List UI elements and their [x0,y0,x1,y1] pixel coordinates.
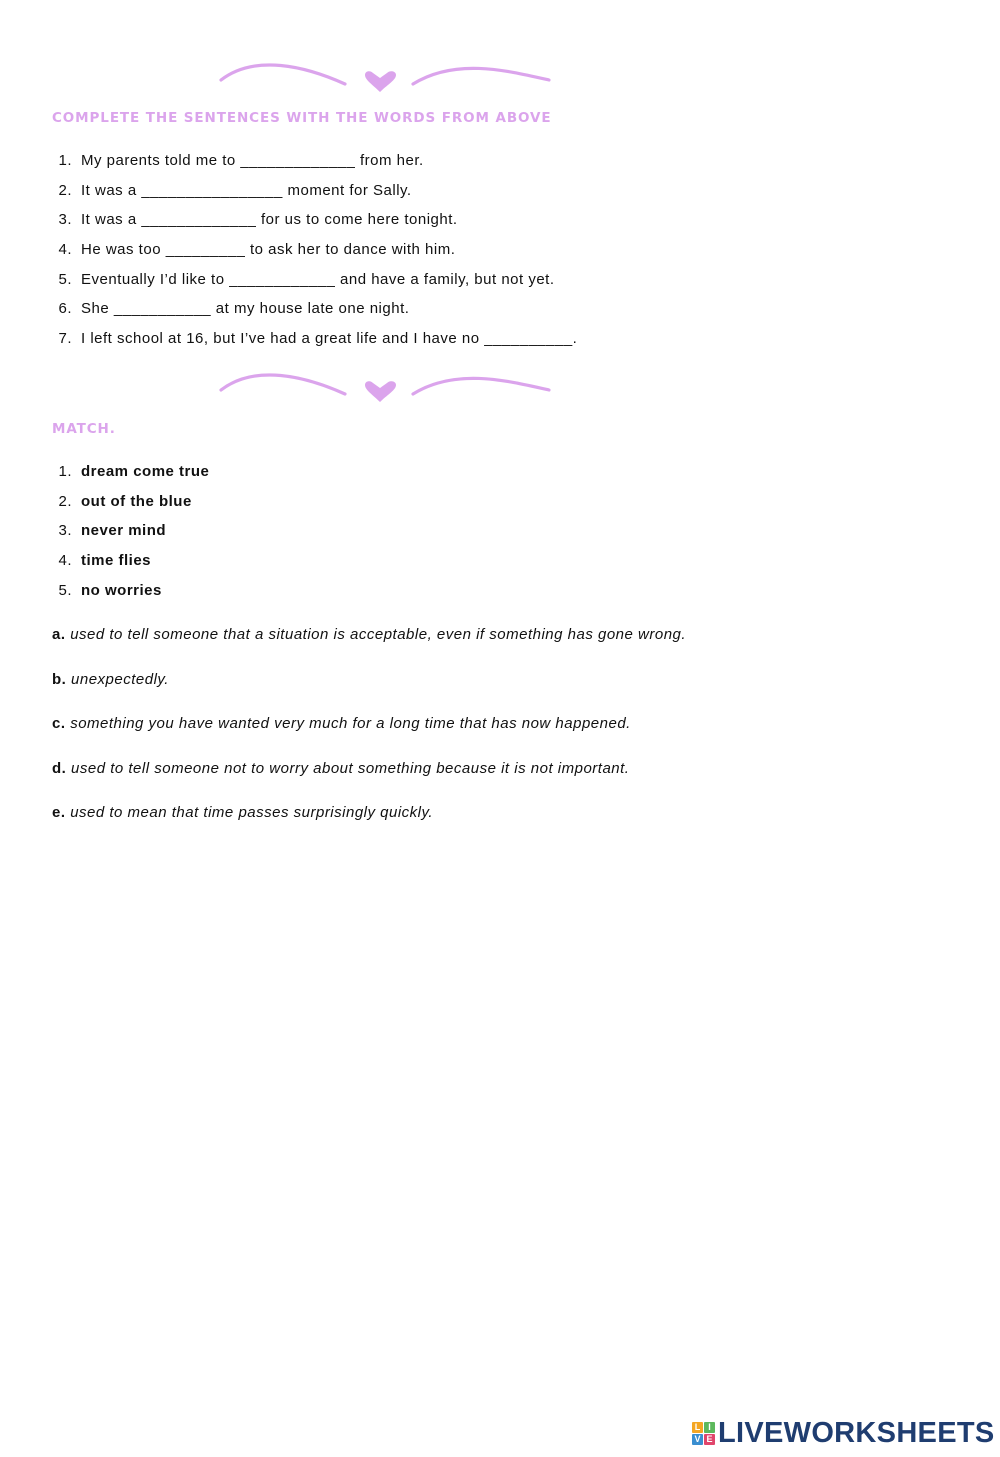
definition-text: unexpectedly. [71,670,169,688]
definition-item [52,714,686,759]
list-item [52,240,577,270]
definition-letter: d. [52,759,67,777]
logo-tile: L [692,1422,703,1433]
logo-tile: I [704,1422,715,1433]
definition-text: used to tell someone not to worry about something because it is not important. [71,759,630,777]
item-number: 6. [58,300,72,318]
list-item [52,521,209,551]
sentence-text: Eventually I’d like to ____________ and have a family, but not yet. [81,270,555,288]
decorative-divider-top [215,58,555,98]
item-number: 5. [58,581,72,599]
definition-text: used to mean that time passes surprisingly quickly. [70,804,434,821]
item-number: 7. [58,330,72,348]
sentence-list [52,151,577,359]
item-number: 5. [58,270,72,288]
definition-letter: e. [52,804,66,821]
list-item [52,299,577,329]
phrase-list [52,462,209,610]
list-item [52,329,577,359]
sentence-text: It was a _____________ for us to come here tonight. [81,211,458,229]
sentence-text: He was too _________ to ask her to dance with him. [81,241,456,259]
phrase-text: never mind [81,522,167,540]
sentence-text: It was a ________________ moment for Sally. [81,181,412,199]
item-number: 1. [58,152,72,169]
item-number: 2. [58,492,72,510]
definition-item [52,670,686,715]
section-heading-match: MATCH. [52,421,116,437]
list-item [52,181,577,211]
heart-swirl-icon [215,368,555,408]
item-number: 2. [58,181,72,199]
list-item [52,151,577,181]
item-number: 3. [58,211,72,229]
logo-wordmark: LIVEWORKSHEETS [718,1416,995,1449]
phrase-text: dream come true [81,463,210,480]
definition-letter: b. [52,670,67,688]
item-number: 4. [58,552,72,570]
logo-tile: V [692,1434,703,1445]
definition-letter: a. [52,626,66,643]
definition-item [52,759,686,804]
list-item [52,210,577,240]
definition-list [52,625,686,848]
phrase-text: time flies [81,552,152,570]
phrase-text: no worries [81,581,162,599]
list-item [52,270,577,300]
definition-item [52,625,686,670]
definition-letter: c. [52,715,66,732]
definition-text: used to tell someone that a situation is acceptable, even if something has gone wrong. [70,626,687,643]
definition-item [52,803,686,848]
item-number: 3. [58,522,72,540]
liveworksheets-logo [692,1416,995,1450]
sentence-text: She ___________ at my house late one night. [81,300,410,318]
list-item [52,492,209,522]
phrase-text: out of the blue [81,492,192,510]
sentence-text: I left school at 16, but I’ve had a great life and I have no __________. [81,330,578,348]
heart-swirl-icon [215,58,555,98]
list-item [52,551,209,581]
sentence-text: My parents told me to _____________ from her. [81,152,424,169]
definition-text: something you have wanted very much for a long time that has now happened. [70,715,631,732]
decorative-divider-middle [215,368,555,408]
list-item [52,462,209,492]
item-number: 1. [58,463,72,480]
list-item [52,581,209,611]
item-number: 4. [58,241,72,259]
logo-tile: E [704,1434,715,1445]
section-heading-complete: COMPLETE THE SENTENCES WITH THE WORDS FROM ABOVE [52,110,552,126]
logo-grid-icon [692,1422,715,1445]
